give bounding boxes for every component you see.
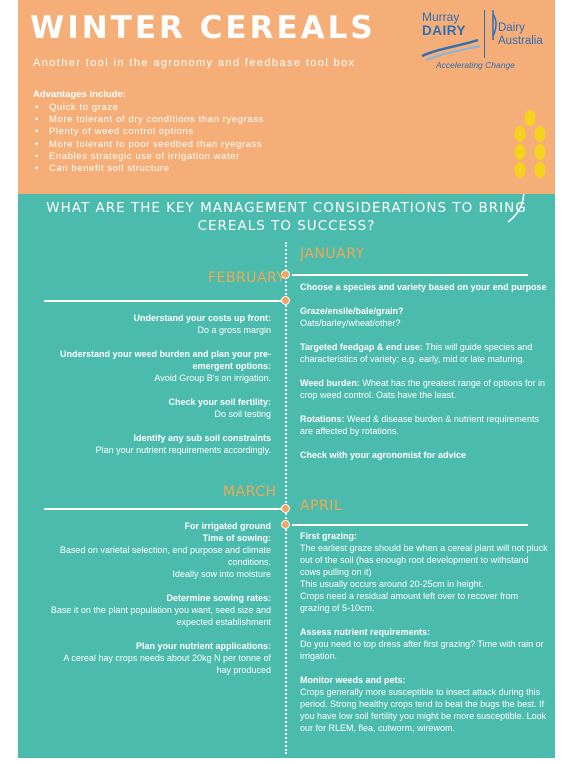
january-content <box>300 281 550 461</box>
item-text: Plan your nutrient requirements accordingly. <box>95 445 271 455</box>
item-heading: Plan your nutrient applications: <box>135 641 271 651</box>
dairy-australia-mark-icon <box>488 10 498 40</box>
item-text: Oats/barley/wheat/other? <box>300 318 401 328</box>
item-heading: Understand your weed burden and plan your pre-emergent options: <box>59 349 271 371</box>
question-heading-line1: WHAT ARE THE KEY MANAGEMENT CONSIDERATIONS TO BRING <box>46 200 527 216</box>
item-heading: Assess nutrient requirements: <box>300 627 431 637</box>
item-heading: Check your soil fertility: <box>168 397 271 407</box>
march-item-2 <box>48 592 271 628</box>
january-item-4 <box>300 377 550 401</box>
question-heading-line2: CEREALS TO SUCCESS? <box>197 218 376 234</box>
january-item-5 <box>300 413 550 437</box>
advantage-item: • More tolerant of dry conditions than ryegrass <box>33 114 264 126</box>
wheat-stem-icon <box>506 194 530 224</box>
april-item-3 <box>300 674 550 734</box>
january-item-2 <box>300 305 550 329</box>
item-text: Base it on the plant population you want, seed size and expected establishment <box>50 605 271 627</box>
item-text: Weed & disease burden & nutrient requirements are affected by rotations. <box>300 414 539 436</box>
dairy-australia-logo <box>488 10 555 58</box>
main-panel <box>18 194 555 758</box>
item-heading: Choose a species and variety based on your end purpose <box>300 282 547 292</box>
wheat-grain-icon <box>510 108 550 180</box>
item-heading: Targeted feedgap & end use: <box>300 342 423 352</box>
timeline-dot-march <box>281 504 290 513</box>
january-item-1 <box>300 281 550 293</box>
murray-dairy-logo <box>420 8 482 64</box>
item-heading: Determine sowing rates: <box>166 593 271 603</box>
timeline-connector-march <box>44 508 284 510</box>
item-heading: Monitor weeds and pets: <box>300 675 406 685</box>
page-subtitle: Another tool in the agronomy and feedbase tool box <box>33 57 356 69</box>
item-text-2: Ideally sow into moisture <box>172 569 271 579</box>
murray-dairy-logo-line2: DAIRY <box>422 23 467 38</box>
advantages-list <box>33 102 264 175</box>
advantage-item: • Plenty of weed control options <box>33 126 264 138</box>
item-text-3: Crops need a residual amount left over to recover from grazing of 5-10cm. <box>300 591 519 613</box>
item-text: Avoid Group B's on irrigation. <box>154 373 271 383</box>
item-text: Based on varietal selection, end purpose and climate conditions. <box>59 545 271 567</box>
timeline-dot-february <box>281 296 290 305</box>
timeline-connector-april <box>292 524 528 526</box>
logo-divider <box>484 10 485 58</box>
item-subheading: Time of sowing: <box>202 533 271 543</box>
item-text: Do soil testing <box>214 409 271 419</box>
question-heading <box>18 199 555 235</box>
april-item-1 <box>300 530 550 614</box>
logo-tagline: Accelerating Change <box>436 60 515 70</box>
february-item-1 <box>48 312 271 336</box>
item-text-2: This usually occurs around 20-25cm in height. <box>300 579 484 589</box>
item-heading: Graze/ensile/bale/grain? <box>300 306 404 316</box>
march-item-1 <box>48 520 271 580</box>
murray-dairy-logo-line1: Murray <box>422 10 460 24</box>
item-heading: First grazing: <box>300 531 358 541</box>
item-text: Crops generally more susceptible to insect attack during this period. Strong healthy crops tend to beat the bugs the best. If you have low soil fertility you might be more susceptible. Look our for RLEM, flea, cutworm, wirewom. <box>300 687 547 733</box>
january-item-3 <box>300 341 550 365</box>
february-item-4 <box>48 432 271 456</box>
march-content <box>48 520 271 676</box>
april-item-2 <box>300 626 550 662</box>
dairy-australia-logo-line2: Australia <box>498 35 543 47</box>
header-panel <box>18 0 555 194</box>
item-heading: Rotations: <box>300 414 345 424</box>
item-text: A cereal hay crops needs about 20kg N per tonne of hay produced <box>63 653 271 675</box>
month-april: APRIL <box>300 498 343 514</box>
item-text: The earliest graze should be when a cereal plant will not pluck out of the soil (has enough root development to withstand cows pulling on it) <box>300 543 548 577</box>
timeline-axis <box>285 242 287 754</box>
month-january: JANUARY <box>300 246 365 262</box>
item-text: Wheat has the greatest range of options for in crop weed control. Oats have the least. <box>300 378 545 400</box>
timeline-dot-april <box>281 520 290 529</box>
january-item-6 <box>300 449 550 461</box>
month-march: MARCH <box>223 484 277 500</box>
advantage-item: • Enables strategic use of irrigation water <box>33 151 264 163</box>
april-content <box>300 530 550 734</box>
timeline-connector-february <box>44 300 284 302</box>
item-heading: Identify any sub soil constraints <box>133 433 271 443</box>
dairy-australia-logo-line1: Dairy <box>498 22 525 34</box>
item-text: Do a gross margin <box>197 325 271 335</box>
murray-dairy-swoosh-icon <box>420 38 482 62</box>
advantage-item: • Can benefit soil structure <box>33 163 264 175</box>
item-text: Do you need to top dress after first grazing? Time with rain or irrigation. <box>300 639 544 661</box>
advantages-heading: Advantages include: <box>33 89 126 100</box>
item-heading: Weed burden: <box>300 378 360 388</box>
advantage-item: • Quick to graze <box>33 102 264 114</box>
february-item-2 <box>48 348 271 384</box>
february-content <box>48 312 271 456</box>
item-heading: For irrigated ground <box>184 521 271 531</box>
february-item-3 <box>48 396 271 420</box>
timeline-connector-january <box>292 274 528 276</box>
page-title: WINTER CEREALS <box>30 10 376 46</box>
month-february: FEBRUARY <box>208 270 286 286</box>
advantage-item: • More tolerant to poor seedbed than ryegrass <box>33 139 264 151</box>
item-text: This will guide species and characteristics of variety: e.g. early, mid or late maturing. <box>300 342 533 364</box>
march-item-3 <box>48 640 271 676</box>
item-heading: Understand your costs up front: <box>133 313 271 323</box>
item-heading: Check with your agronomist for advice <box>300 450 467 460</box>
